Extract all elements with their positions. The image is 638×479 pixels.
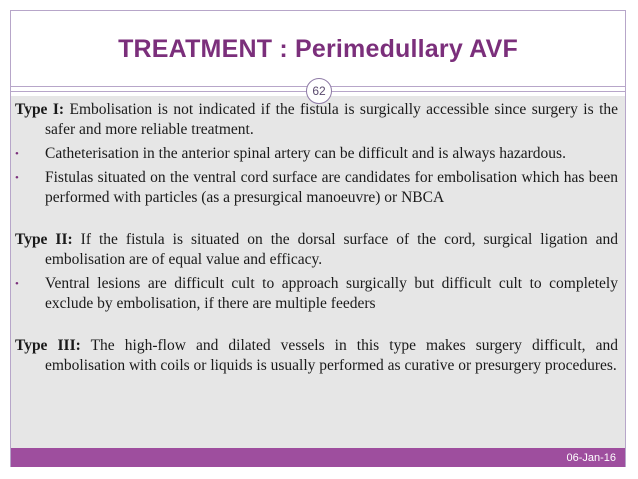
list-item [15,274,618,314]
content-text [15,100,618,376]
list-item [15,144,618,164]
type3-label: Type III: [15,337,81,354]
bullet-icon: • [15,148,19,160]
type1-bullet-1: Catheterisation in the anterior spinal artery can be difficult and is always hazardous. [45,145,566,162]
type3-paragraph [15,336,618,376]
slide-date: 06-Jan-16 [566,452,616,464]
bullet-icon: • [15,172,19,184]
list-item [15,168,618,208]
spacer [15,314,618,336]
type1-paragraph [15,100,618,140]
title-area [11,11,625,85]
type3-text: The high-flow and dilated vessels in this type makes surgery difficult, and embolisation with coils or liquids is usually performed as curative or presurgery procedures. [45,337,618,374]
spacer [15,208,618,230]
type2-bullet-1: Ventral lesions are difficult cult to approach surgically but difficult cult to completely exclude by embolisation, if there are multiple feeders [45,275,618,312]
type1-text: Embolisation is not indicated if the fistula is surgically accessible since surgery is the safer and more reliable treatment. [45,101,619,138]
slide-title: TREATMENT : Perimedullary AVF [118,35,518,63]
slide-number-badge: 62 [306,78,332,104]
type1-bullet-2: Fistulas situated on the ventral cord surface are candidates for embolisation which has been performed with particles (as a presurgical manoeuvre) or NBCA [45,169,618,206]
bullet-icon: • [15,278,19,290]
type2-label: Type II: [15,231,73,248]
type2-text: If the fistula is situated on the dorsal surface of the cord, surgical ligation and embolisation are of equal value and efficacy. [45,231,618,268]
type2-paragraph [15,230,618,270]
type1-label: Type I: [15,101,65,118]
footer-bar [11,448,625,467]
